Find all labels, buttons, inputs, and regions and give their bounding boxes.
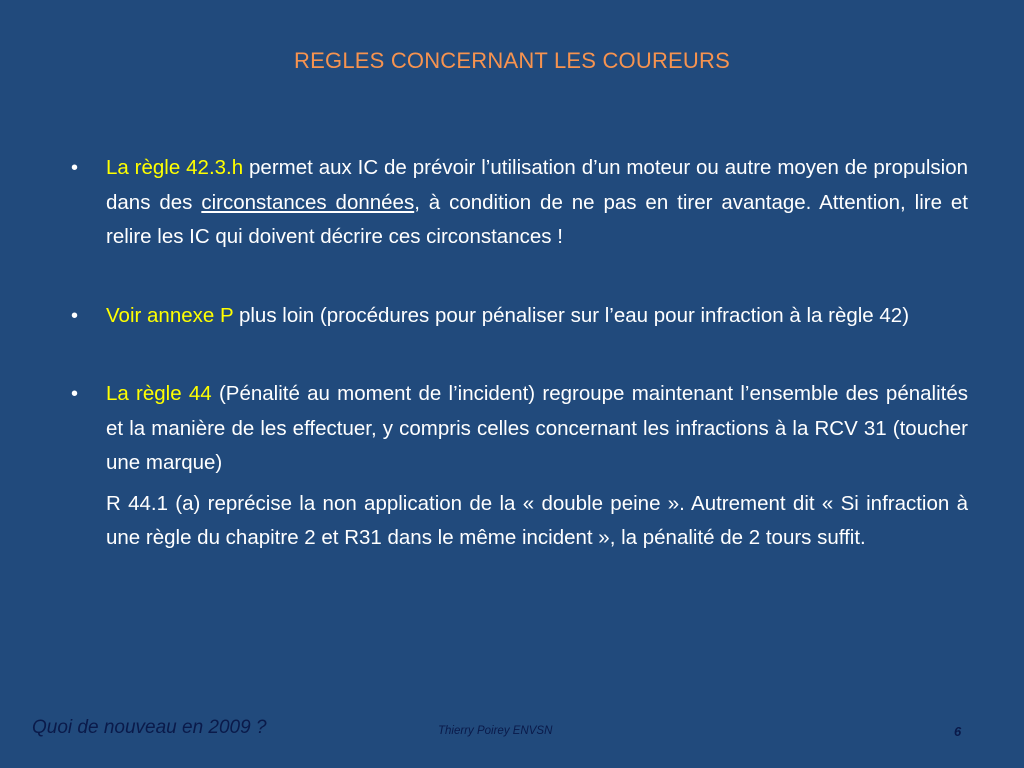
bullet-highlight: La règle 42.3.h	[106, 156, 244, 179]
bullet-text: plus loin (procédures pour pénaliser sur l’eau pour infraction à la règle 42)	[233, 303, 910, 327]
footer-page-number: 6	[954, 724, 962, 739]
slide-content	[68, 151, 968, 556]
bullet-highlight: Voir annexe P	[106, 303, 234, 327]
bullet-item-rule-42-3-h	[68, 151, 968, 255]
bullet-marker: •	[71, 383, 79, 405]
bullet-highlight: La règle 44	[106, 382, 212, 405]
footer-author: Thierry Poirey ENVSN	[438, 725, 553, 737]
underlined-text: circonstances données	[201, 190, 415, 214]
sub-paragraph-r44-1: R 44.1 (a) reprécise la non application de la « double peine ». Autrement dit « Si infraction à une règle du chapitre 2 et R31 dans le même incident », la pénalité de 2 tours suffit.	[106, 491, 968, 549]
bullet-text: , à condition de ne pas en tirer avantage. Attention, lire et relire les IC qui doivent décrire ces circonstances !	[106, 190, 968, 248]
bullet-item-rule-44	[68, 377, 968, 481]
bullet-text: (Pénalité au moment de l’incident) regroupe maintenant l’ensemble des pénalités et la manière de les effectuer, y compris celles concernant les infractions à la RCV 31 (toucher une marque)	[106, 382, 968, 474]
bullet-marker: •	[71, 304, 79, 327]
slide-title: REGLES CONCERNANT LES COUREURS	[294, 48, 730, 73]
bullet-marker: •	[71, 157, 79, 179]
footer-presentation-title: Quoi de nouveau en 2009 ?	[32, 717, 267, 738]
bullet-text: permet aux IC de prévoir l’utilisation d’un moteur ou autre moyen de propulsion dans des	[106, 156, 968, 214]
bullet-item-annexe-p	[68, 299, 968, 334]
